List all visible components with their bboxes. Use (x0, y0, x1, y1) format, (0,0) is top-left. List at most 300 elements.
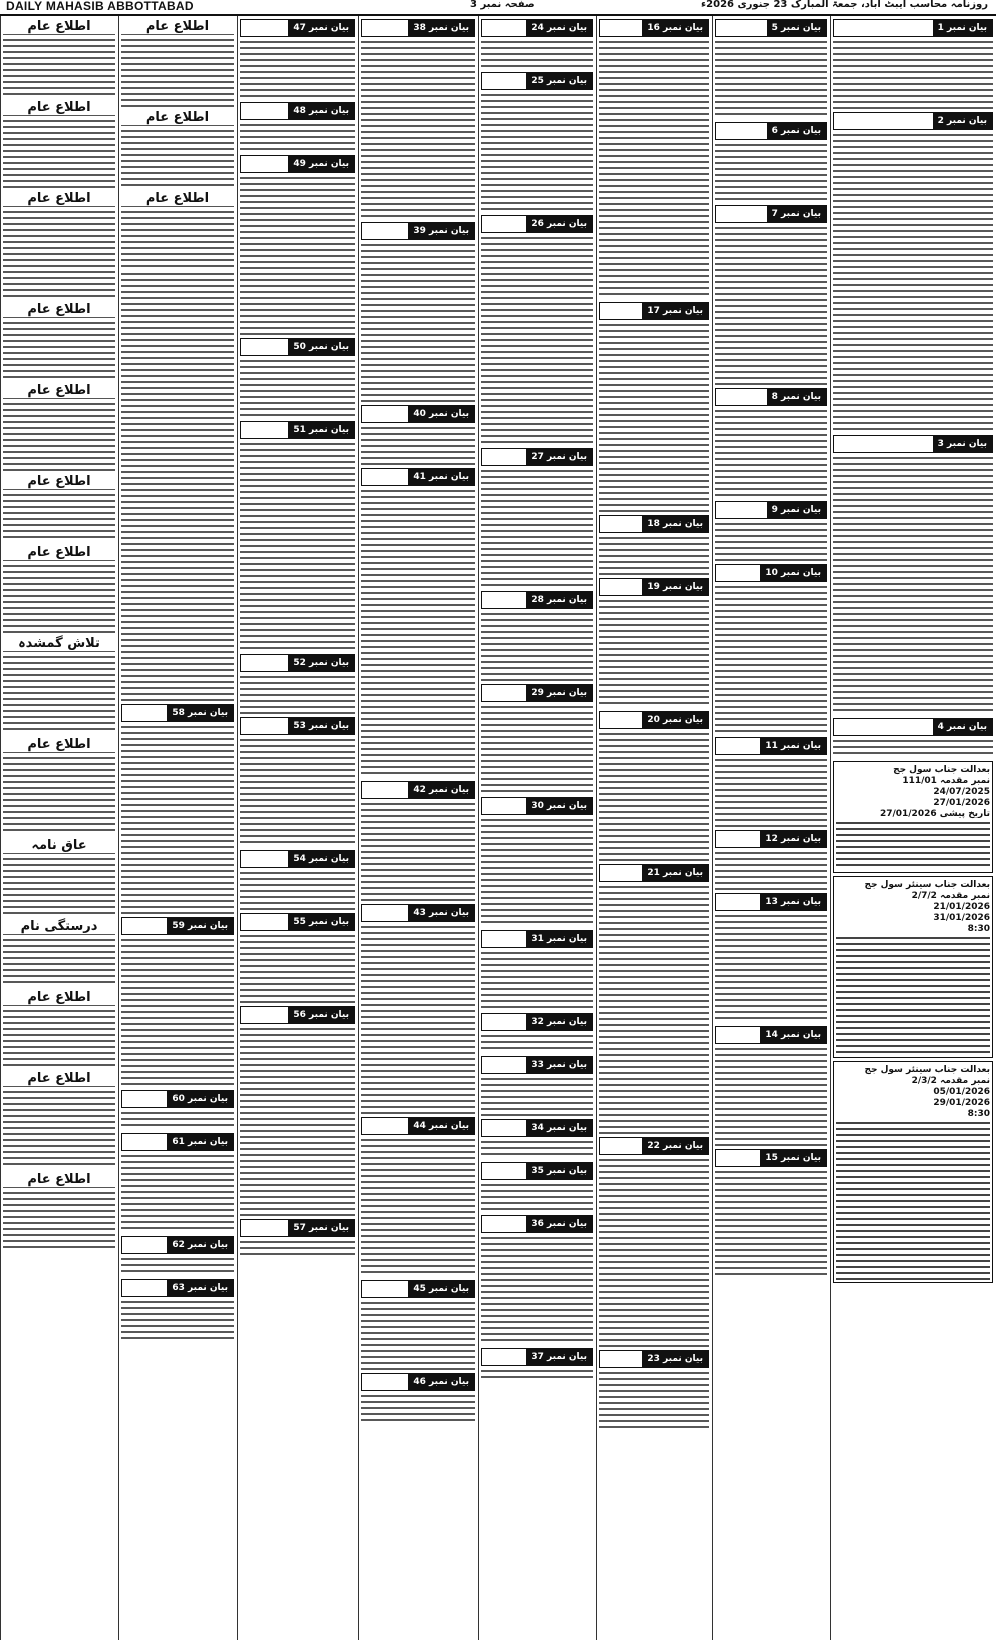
badge-fill (600, 20, 642, 36)
notice-number: بیان نمبر 34 (526, 1120, 592, 1136)
column-4 (478, 16, 596, 1640)
notice-badge (481, 1348, 593, 1366)
notice-badge (481, 72, 593, 90)
badge-fill (241, 718, 288, 734)
text-lines (121, 271, 234, 701)
court-notice-line: 21/01/2026 (933, 902, 990, 912)
notice-badge (481, 930, 593, 948)
text-lines (3, 118, 115, 188)
text-lines (121, 37, 234, 107)
badge-fill (834, 113, 933, 129)
notice-number: بیان نمبر 6 (767, 123, 826, 139)
court-notice-line: 27/01/2026 (933, 798, 990, 808)
notice-badge (599, 515, 709, 533)
text-lines (3, 654, 115, 734)
notice-badge (481, 591, 593, 609)
notice-body (715, 521, 827, 561)
notice-body (833, 738, 993, 758)
notice-badge (481, 1056, 593, 1074)
text-lines (715, 850, 827, 890)
notice-badge (481, 1162, 593, 1180)
notice-heading: اطلاع عام (3, 191, 115, 207)
column-2 (712, 16, 830, 1640)
text-lines (121, 1110, 234, 1130)
court-notice (833, 1061, 993, 1283)
court-notice (833, 876, 993, 1058)
notice-badge (715, 19, 827, 37)
text-lines (121, 1153, 234, 1233)
notice-body (121, 1153, 234, 1233)
text-lines (361, 1300, 475, 1370)
text-lines (481, 1368, 593, 1378)
badge-fill (362, 905, 408, 921)
notice-heading: اطلاع عام (3, 737, 115, 753)
text-lines (3, 401, 115, 471)
notice-number: بیان نمبر 16 (642, 20, 708, 36)
notice-body (361, 801, 475, 901)
notice-badge (481, 1215, 593, 1233)
notice-body (3, 320, 115, 380)
notice-heading: درستگی نام (3, 919, 115, 935)
badge-fill (482, 798, 526, 814)
notice-number: بیان نمبر 19 (642, 579, 708, 595)
text-lines (361, 924, 475, 1114)
notice-body (481, 950, 593, 1010)
text-lines (599, 884, 709, 1134)
notice-heading: اطلاع عام (3, 100, 115, 116)
text-lines (715, 142, 827, 202)
notice-body (240, 1026, 355, 1216)
text-lines (715, 584, 827, 734)
notice-badge (715, 388, 827, 406)
notice-body (481, 1182, 593, 1212)
text-lines (361, 242, 475, 402)
text-lines (240, 441, 355, 651)
notice-number: بیان نمبر 46 (408, 1374, 474, 1390)
badge-fill (716, 502, 767, 518)
text-lines (240, 39, 355, 99)
badge-fill (482, 931, 526, 947)
notice-body (121, 1256, 234, 1276)
notice-body (3, 209, 115, 299)
notice-body (240, 122, 355, 152)
text-lines (3, 856, 115, 916)
notice-body (3, 1008, 115, 1068)
notice-number: بیان نمبر 57 (288, 1220, 354, 1236)
badge-fill (362, 1374, 408, 1390)
notice-heading: تلاش گمشدہ (3, 636, 115, 652)
notice-badge (481, 448, 593, 466)
notice-number: بیان نمبر 20 (642, 712, 708, 728)
notice-body (361, 488, 475, 778)
notice-body (3, 755, 115, 835)
text-lines (240, 1026, 355, 1216)
badge-fill (716, 123, 767, 139)
notice-body (240, 175, 355, 335)
notice-body (361, 924, 475, 1114)
notice-badge (361, 19, 475, 37)
notice-number: بیان نمبر 27 (526, 449, 592, 465)
notice-badge (481, 1119, 593, 1137)
notice-body (361, 242, 475, 402)
notice-badge (599, 302, 709, 320)
notice-body (481, 235, 593, 445)
text-lines (240, 674, 355, 714)
badge-fill (122, 1280, 167, 1296)
notice-badge (715, 830, 827, 848)
badge-fill (716, 1027, 760, 1043)
text-lines (3, 492, 115, 542)
notice-body (715, 913, 827, 1023)
badge-fill (122, 1237, 167, 1253)
notice-number: بیان نمبر 48 (288, 103, 354, 119)
notice-number: بیان نمبر 12 (760, 831, 826, 847)
badge-fill (241, 103, 288, 119)
badge-fill (716, 1150, 760, 1166)
notice-number: بیان نمبر 11 (760, 738, 826, 754)
notice-number: بیان نمبر 15 (760, 1150, 826, 1166)
notice-badge (599, 1350, 709, 1368)
notice-number: بیان نمبر 14 (760, 1027, 826, 1043)
text-lines (121, 1256, 234, 1276)
notice-body (240, 1239, 355, 1259)
notice-heading: اطلاع عام (121, 110, 234, 126)
notice-badge (715, 1026, 827, 1044)
text-lines (715, 1046, 827, 1146)
text-lines (715, 913, 827, 1023)
badge-fill (600, 1138, 642, 1154)
notice-badge (715, 893, 827, 911)
badge-fill (362, 406, 408, 422)
badge-fill (362, 469, 408, 485)
notice-body (240, 39, 355, 99)
text-lines (3, 1089, 115, 1169)
badge-fill (482, 216, 526, 232)
notice-body (599, 731, 709, 861)
column-3 (596, 16, 712, 1640)
notice-number: بیان نمبر 2 (933, 113, 992, 129)
notice-body (481, 1033, 593, 1053)
notice-body (599, 598, 709, 708)
notice-heading: اطلاع عام (3, 302, 115, 318)
notice-heading: اطلاع عام (3, 1172, 115, 1188)
notice-badge (361, 904, 475, 922)
notice-badge (240, 717, 355, 735)
text-lines (121, 128, 234, 188)
column-7 (118, 16, 237, 1640)
notice-body (715, 1169, 827, 1279)
notice-badge (240, 1006, 355, 1024)
notice-badge (121, 704, 234, 722)
court-notice-line: نمبر مقدمہ 111/01 (902, 776, 990, 786)
badge-fill (482, 1163, 526, 1179)
notice-heading: اطلاع عام (121, 19, 234, 35)
notice-number: بیان نمبر 3 (933, 436, 992, 452)
badge-fill (482, 1120, 526, 1136)
notice-number: بیان نمبر 52 (288, 655, 354, 671)
notice-badge (240, 155, 355, 173)
text-lines (481, 39, 593, 69)
text-lines (481, 468, 593, 588)
text-lines (361, 801, 475, 901)
column-1 (830, 16, 996, 1640)
text-lines (599, 731, 709, 861)
notice-body (3, 492, 115, 542)
badge-fill (834, 20, 933, 36)
notice-heading: اطلاع عام (3, 474, 115, 490)
text-lines (3, 209, 115, 299)
notice-badge (240, 654, 355, 672)
notice-heading: اطلاع عام (3, 19, 115, 35)
notice-body (481, 611, 593, 681)
badge-fill (362, 223, 408, 239)
notice-badge (361, 1373, 475, 1391)
notice-number: بیان نمبر 55 (288, 914, 354, 930)
badge-fill (716, 206, 767, 222)
text-lines (481, 1235, 593, 1345)
notice-body (715, 584, 827, 734)
notice-body (481, 704, 593, 794)
notice-badge (833, 718, 993, 736)
notice-body (599, 535, 709, 575)
notice-number: بیان نمبر 8 (767, 389, 826, 405)
badge-fill (716, 738, 760, 754)
notice-heading: اطلاع عام (3, 545, 115, 561)
badge-fill (482, 1216, 526, 1232)
text-lines (715, 521, 827, 561)
notice-body (240, 870, 355, 910)
badge-fill (600, 303, 642, 319)
notice-number: بیان نمبر 30 (526, 798, 592, 814)
badge-fill (482, 592, 526, 608)
notice-number: بیان نمبر 50 (288, 339, 354, 355)
badge-fill (241, 156, 288, 172)
badge-fill (600, 712, 642, 728)
court-notice-line: نمبر مقدمہ 2/7/2 (911, 891, 990, 901)
notice-number: بیان نمبر 31 (526, 931, 592, 947)
court-notice-line: 8:30 (967, 924, 990, 934)
text-lines (240, 175, 355, 335)
text-lines (361, 39, 475, 219)
text-lines (599, 322, 709, 512)
paper-name: DAILY MAHASIB ABBOTTABAD (6, 0, 194, 13)
text-lines (3, 937, 115, 987)
notice-number: بیان نمبر 17 (642, 303, 708, 319)
masthead (0, 0, 996, 16)
text-lines (3, 1190, 115, 1250)
notice-body (121, 128, 234, 188)
badge-fill (716, 20, 767, 36)
notice-body (361, 1300, 475, 1370)
notice-number: بیان نمبر 41 (408, 469, 474, 485)
badge-fill (834, 436, 933, 452)
text-lines (240, 933, 355, 1003)
notice-body (715, 850, 827, 890)
notice-badge (599, 578, 709, 596)
text-lines (240, 358, 355, 418)
notice-body (481, 1368, 593, 1378)
text-lines (3, 755, 115, 835)
notice-badge (715, 1149, 827, 1167)
text-lines (599, 598, 709, 708)
notice-number: بیان نمبر 45 (408, 1281, 474, 1297)
column-8 (0, 16, 118, 1640)
badge-fill (600, 865, 642, 881)
court-notice-body (836, 935, 990, 1055)
notice-badge (833, 435, 993, 453)
notice-body (240, 933, 355, 1003)
column-6 (237, 16, 358, 1640)
notice-body (715, 39, 827, 119)
text-lines (481, 92, 593, 212)
court-notice-line: 31/01/2026 (933, 913, 990, 923)
court-notice-body (836, 820, 990, 870)
notice-body (481, 92, 593, 212)
notice-body (715, 142, 827, 202)
notice-number: بیان نمبر 13 (760, 894, 826, 910)
notice-body (833, 132, 993, 432)
notice-badge (481, 684, 593, 702)
notice-number: بیان نمبر 1 (933, 20, 992, 36)
text-lines (481, 235, 593, 445)
court-notice-line: نمبر مقدمہ 2/3/2 (911, 1076, 990, 1086)
notice-badge (361, 1117, 475, 1135)
court-notice-line: 29/01/2026 (933, 1098, 990, 1108)
notice-badge (240, 338, 355, 356)
notice-number: بیان نمبر 43 (408, 905, 474, 921)
notice-number: بیان نمبر 38 (408, 20, 474, 36)
notice-number: بیان نمبر 5 (767, 20, 826, 36)
text-lines (361, 425, 475, 465)
text-lines (3, 1008, 115, 1068)
badge-fill (122, 705, 167, 721)
text-lines (833, 39, 993, 109)
notice-badge (481, 797, 593, 815)
badge-fill (716, 831, 760, 847)
notice-number: بیان نمبر 39 (408, 223, 474, 239)
notice-badge (715, 501, 827, 519)
court-notice (833, 761, 993, 873)
column-5 (358, 16, 478, 1640)
notice-badge (361, 405, 475, 423)
notice-body (715, 1046, 827, 1146)
notice-body (599, 1370, 709, 1430)
badge-fill (716, 894, 760, 910)
text-lines (240, 870, 355, 910)
notice-body (240, 737, 355, 847)
notice-badge (361, 222, 475, 240)
notice-badge (481, 19, 593, 37)
notice-badge (361, 1280, 475, 1298)
badge-fill (600, 579, 642, 595)
badge-fill (362, 20, 408, 36)
badge-fill (482, 20, 526, 36)
badge-fill (122, 1091, 167, 1107)
badge-fill (600, 516, 642, 532)
text-lines (3, 563, 115, 633)
badge-fill (241, 851, 288, 867)
notice-number: بیان نمبر 23 (642, 1351, 708, 1367)
notice-heading: اطلاع عام (3, 990, 115, 1006)
notice-number: بیان نمبر 7 (767, 206, 826, 222)
notice-number: بیان نمبر 62 (167, 1237, 233, 1253)
court-notice-line: 05/01/2026 (933, 1087, 990, 1097)
notice-body (361, 1137, 475, 1277)
notice-badge (121, 917, 234, 935)
text-lines (715, 225, 827, 385)
text-lines (481, 704, 593, 794)
notice-number: بیان نمبر 9 (767, 502, 826, 518)
badge-fill (482, 1014, 526, 1030)
notice-number: بیان نمبر 40 (408, 406, 474, 422)
notice-number: بیان نمبر 35 (526, 1163, 592, 1179)
court-notice-body (836, 1120, 990, 1280)
badge-fill (482, 1349, 526, 1365)
badge-fill (241, 914, 288, 930)
notice-heading: عاق نامہ (3, 838, 115, 854)
notice-number: بیان نمبر 56 (288, 1007, 354, 1023)
notice-body (833, 455, 993, 715)
notice-badge (240, 850, 355, 868)
notice-number: بیان نمبر 26 (526, 216, 592, 232)
notice-body (3, 1089, 115, 1169)
page-number: صفحہ نمبر 3 (470, 0, 535, 10)
notice-body (121, 37, 234, 107)
notice-heading: اطلاع عام (3, 383, 115, 399)
notice-badge (361, 781, 475, 799)
text-lines (481, 1182, 593, 1212)
notice-number: بیان نمبر 28 (526, 592, 592, 608)
notice-badge (240, 421, 355, 439)
badge-fill (834, 719, 933, 735)
notice-number: بیان نمبر 63 (167, 1280, 233, 1296)
notice-badge (715, 205, 827, 223)
notice-body (481, 1139, 593, 1159)
notice-badge (599, 1137, 709, 1155)
badge-fill (241, 1220, 288, 1236)
badge-fill (122, 1134, 167, 1150)
text-lines (121, 937, 234, 1087)
court-notice-line: تاریخ پیشی 27/01/2026 (879, 809, 990, 819)
text-lines (481, 1033, 593, 1053)
text-lines (361, 1393, 475, 1423)
badge-fill (716, 389, 767, 405)
badge-fill (122, 918, 167, 934)
text-lines (599, 1370, 709, 1430)
dateline: روزنامہ محاسب ایبٹ آباد، جمعۃ المبارک 23 جنوری 2026ء (701, 0, 988, 10)
notice-body (715, 757, 827, 827)
notice-body (599, 1157, 709, 1347)
notice-number: بیان نمبر 59 (167, 918, 233, 934)
notice-badge (715, 564, 827, 582)
badge-fill (600, 1351, 642, 1367)
notice-badge (599, 864, 709, 882)
notice-body (715, 408, 827, 498)
text-lines (3, 37, 115, 97)
text-lines (361, 488, 475, 778)
notice-badge (481, 1013, 593, 1031)
notice-number: بیان نمبر 4 (933, 719, 992, 735)
notice-badge (240, 913, 355, 931)
notice-number: بیان نمبر 21 (642, 865, 708, 881)
text-lines (715, 39, 827, 119)
notice-body (833, 39, 993, 109)
notice-body (3, 401, 115, 471)
notice-number: بیان نمبر 37 (526, 1349, 592, 1365)
text-lines (121, 724, 234, 914)
notice-body (121, 271, 234, 701)
text-lines (240, 737, 355, 847)
